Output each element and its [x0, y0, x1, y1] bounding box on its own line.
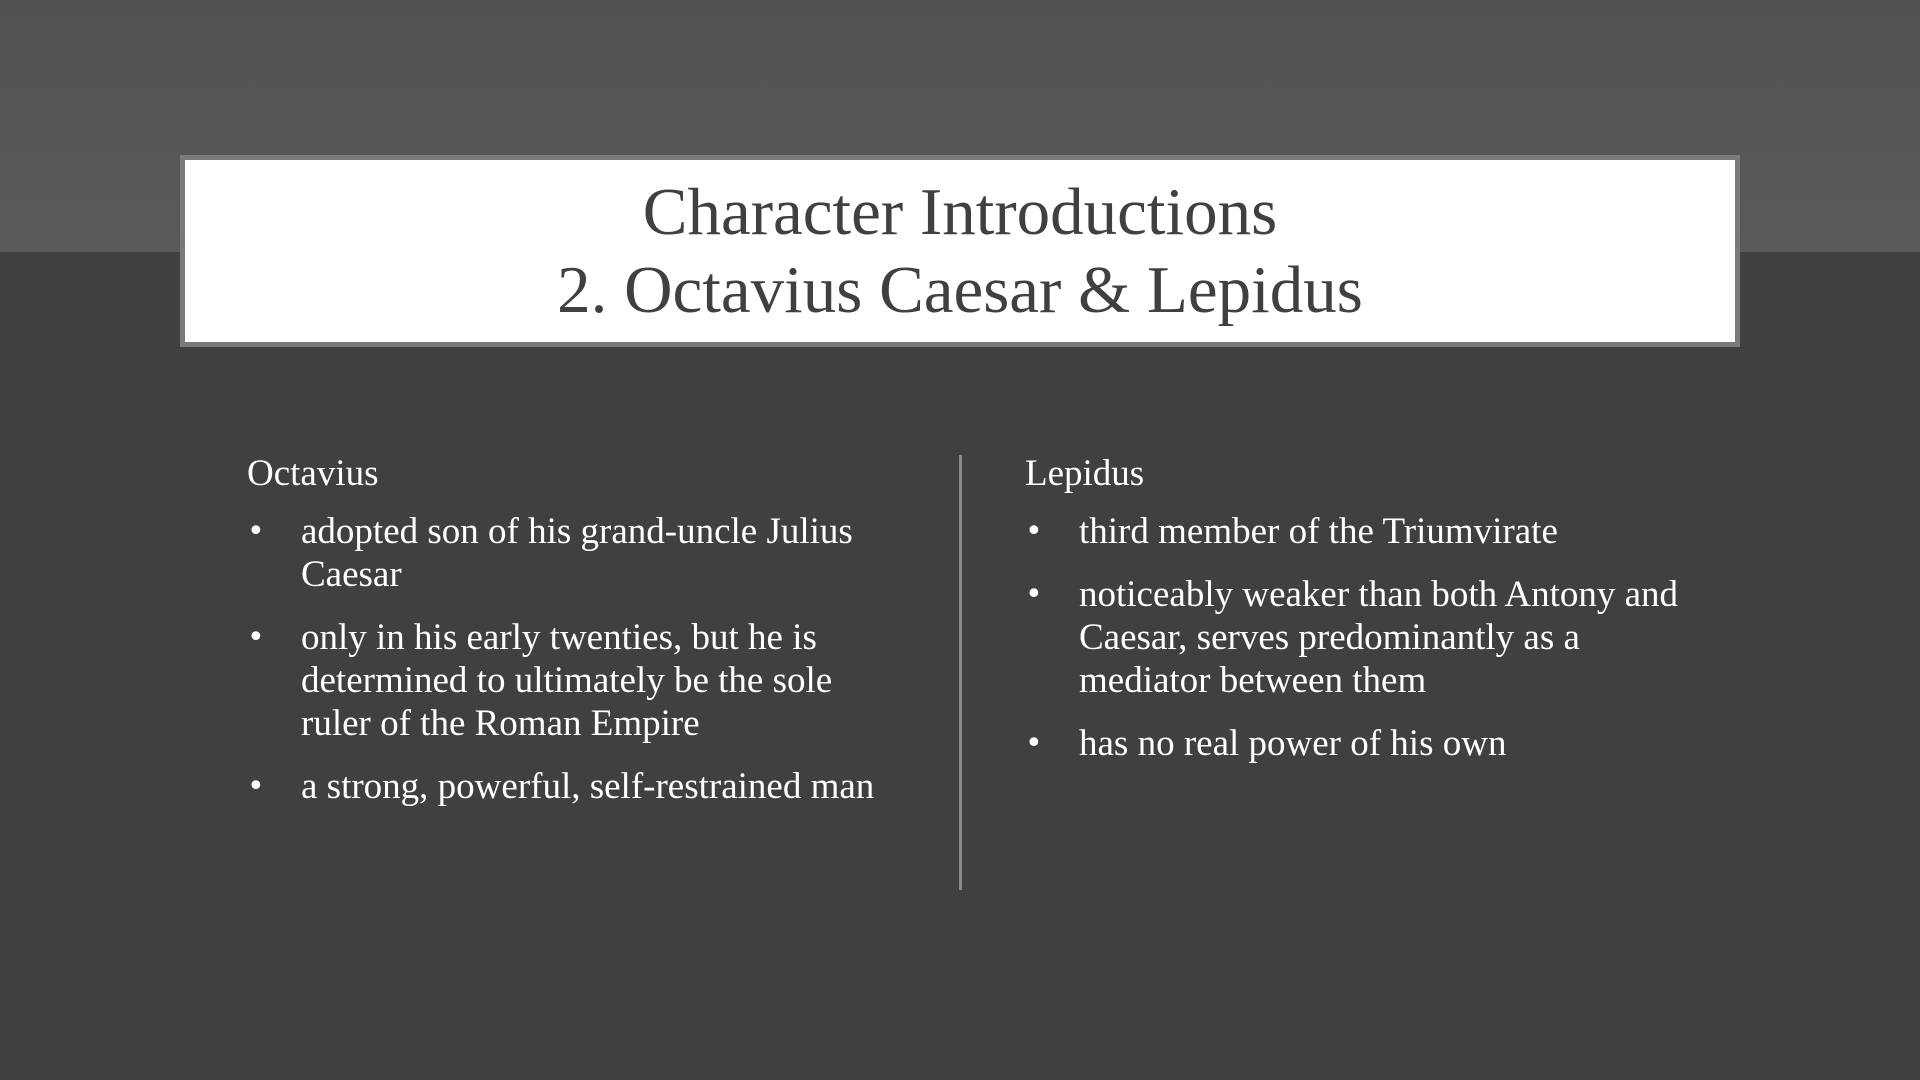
octavius-bullet-list [247, 510, 907, 808]
octavius-column [247, 452, 907, 828]
bullet-text: noticeably weaker than both Antony and Caesar, serves predominantly as a mediator between them [1079, 574, 1679, 701]
bullet-icon: • [1025, 726, 1043, 761]
bullet-text: a strong, powerful, self-restrained man [301, 766, 875, 807]
title-box [180, 155, 1740, 347]
bullet-icon: • [247, 514, 265, 549]
list-item [247, 510, 907, 596]
lepidus-heading: Lepidus [1025, 453, 1145, 494]
lepidus-column [1025, 452, 1685, 785]
list-item [247, 765, 907, 808]
bullet-text: only in his early twenties, but he is determined to ultimately be the sole ruler of the Roman Empire [301, 617, 833, 744]
slide-title: Character Introductions [642, 175, 1278, 249]
list-item [1025, 722, 1685, 765]
bullet-text: adopted son of his grand-uncle Julius Caesar [301, 511, 853, 595]
list-item [1025, 573, 1685, 702]
column-divider [959, 455, 962, 890]
bullet-text: has no real power of his own [1079, 723, 1507, 764]
bullet-icon: • [1025, 577, 1043, 612]
bullet-icon: • [247, 769, 265, 804]
bullet-text: third member of the Triumvirate [1079, 511, 1558, 552]
bullet-icon: • [247, 620, 265, 655]
list-item [1025, 510, 1685, 553]
bullet-icon: • [1025, 514, 1043, 549]
slide-subtitle: 2. Octavius Caesar & Lepidus [557, 253, 1363, 327]
list-item [247, 616, 907, 745]
lepidus-bullet-list [1025, 510, 1685, 765]
octavius-heading: Octavius [247, 453, 379, 494]
